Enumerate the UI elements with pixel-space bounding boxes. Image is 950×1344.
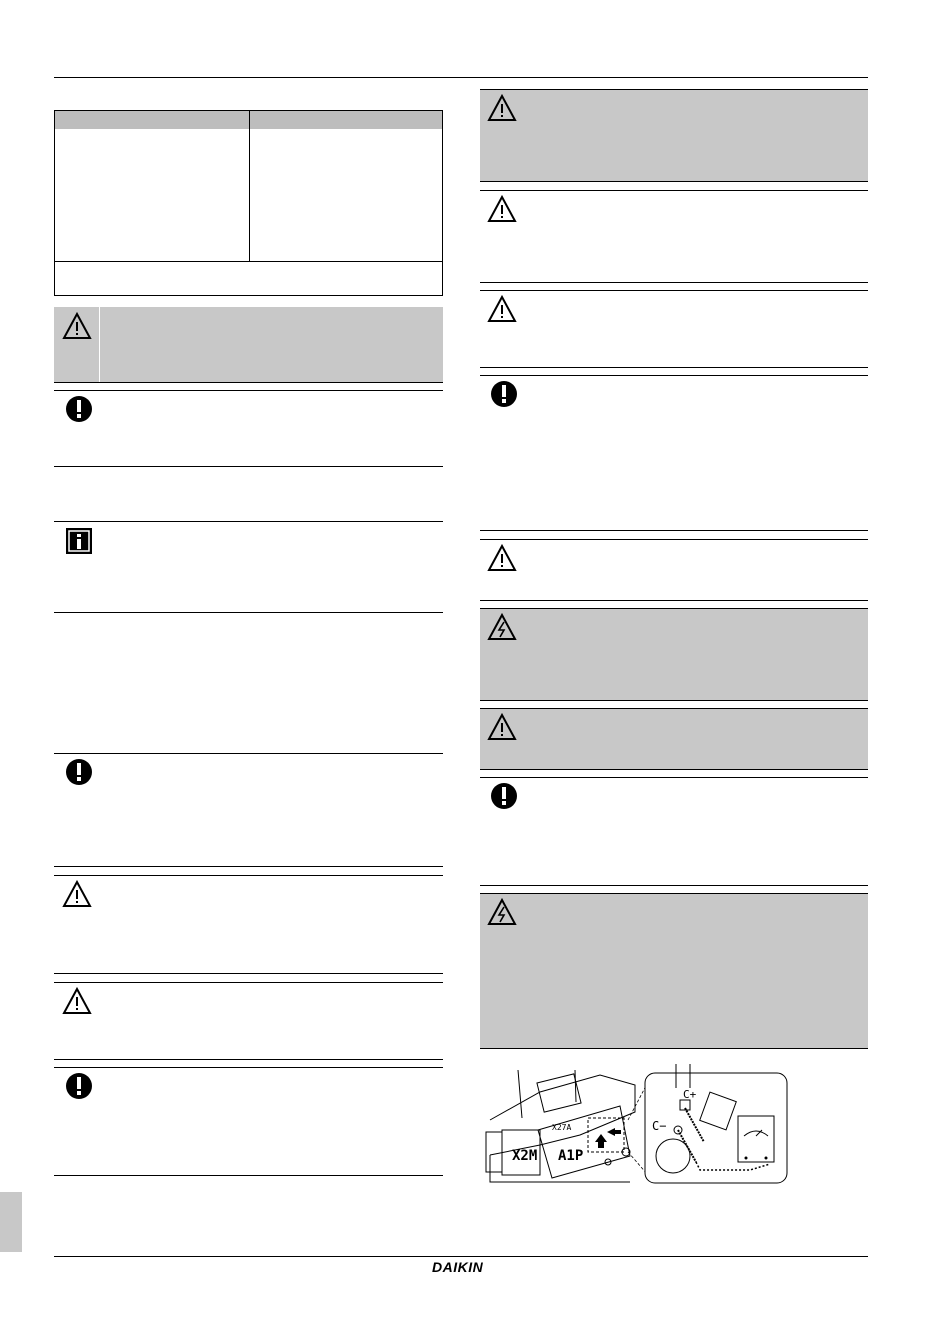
electrical-warning-icon [487,612,517,642]
notice-icon [64,757,94,787]
rule [480,600,868,601]
rule [480,777,868,778]
information-icon [64,526,94,556]
rule [480,893,868,894]
rule [54,982,443,983]
rule [54,753,443,754]
detail-panel [645,1064,787,1183]
rule [54,521,443,522]
rule [480,700,868,701]
label-c-plus: C+ [683,1088,697,1101]
rule [54,466,443,467]
rule [54,973,443,974]
capacitor-discharge-figure [480,1060,790,1186]
table-column-divider [249,111,250,261]
rule [54,612,443,613]
warning-box-shaded [480,89,868,181]
warning-icon [62,311,92,341]
footer-rule [54,1256,868,1257]
rule [54,866,443,867]
notice-icon [489,379,519,409]
label-a1p: A1P [558,1148,584,1164]
warning-box-shaded [480,708,868,769]
label-x27a: X27A [552,1123,572,1132]
rule [54,1059,443,1060]
warning-box-divider [99,307,100,382]
rule [54,1175,443,1176]
spec-table [54,110,443,296]
rule [480,769,868,770]
brand-logo: DAIKIN [432,1259,484,1275]
rule [480,708,868,709]
rule [54,382,443,383]
electrical-warning-icon [487,897,517,927]
rule [480,181,868,182]
rule [480,290,868,291]
rule [54,875,443,876]
warning-box-shaded [54,307,443,382]
rule [480,375,868,376]
label-x2m: X2M [512,1148,538,1164]
notice-icon [64,1071,94,1101]
rule [480,89,868,90]
rule [54,1067,443,1068]
notice-icon [64,394,94,424]
warning-icon [62,879,92,909]
rule [480,608,868,609]
warning-icon [487,543,517,573]
rule [480,530,868,531]
electrical-warning-box-shaded [480,893,868,1048]
rule [54,390,443,391]
header-rule [54,77,868,78]
electrical-warning-box-shaded [480,608,868,700]
rule [480,1048,868,1049]
rule [480,367,868,368]
warning-icon [62,986,92,1016]
warning-icon [487,294,517,324]
warning-icon [487,93,517,123]
table-row-divider [55,261,442,262]
side-tab [0,1192,22,1252]
rule [480,539,868,540]
label-c-minus: C− [652,1119,667,1133]
warning-icon [487,194,517,224]
notice-icon [489,781,519,811]
rule [480,282,868,283]
rule [480,885,868,886]
rule [480,190,868,191]
warning-icon [487,712,517,742]
